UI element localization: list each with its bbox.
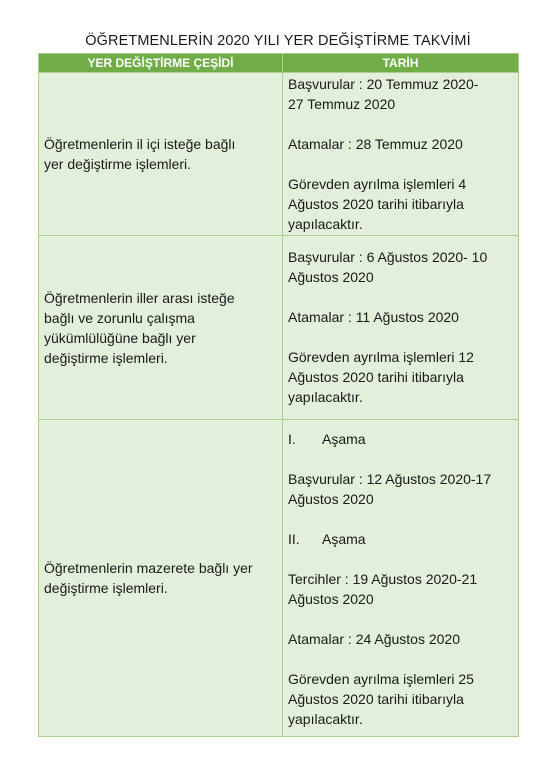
date-line: Görevden ayrılma işlemleri 25 — [288, 671, 474, 687]
date-line: Görevden ayrılma işlemleri 4 — [288, 176, 467, 192]
date-line: Başvurular : 20 Temmuz 2020- — [288, 76, 479, 92]
stage-number: I. — [288, 431, 296, 447]
type-line: değiştirme işlemleri. — [44, 580, 168, 596]
date-line: 27 Temmuz 2020 — [288, 96, 396, 112]
header-type: YER DEĞİŞTİRME ÇEŞİDİ — [39, 54, 283, 73]
table-row — [39, 236, 519, 420]
table-row — [39, 420, 519, 737]
date-cell — [283, 236, 519, 420]
date-line: yapılacaktır. — [288, 711, 363, 727]
stage-heading — [288, 429, 514, 449]
header-date: TARİH — [283, 54, 519, 73]
date-line: yapılacaktır. — [288, 216, 363, 232]
stage-label: Aşama — [322, 431, 366, 447]
date-line: Ağustos 2020 tarihi itibarıyla — [288, 196, 464, 212]
date-line: yapılacaktır. — [288, 389, 363, 405]
date-line: Başvurular : 6 Ağustos 2020- 10 — [288, 249, 488, 265]
date-line: Görevden ayrılma işlemleri 12 — [288, 349, 474, 365]
stage-heading — [288, 529, 514, 549]
date-line: Ağustos 2020 — [288, 491, 374, 507]
stage-label: Aşama — [322, 531, 366, 547]
date-line: Ağustos 2020 tarihi itibarıyla — [288, 369, 464, 385]
stage-number: II. — [288, 531, 300, 547]
page-title: ÖĞRETMENLERİN 2020 YILI YER DEĞİŞTİRME TAKVİMİ — [85, 33, 471, 49]
date-line: Atamalar : 24 Ağustos 2020 — [288, 631, 460, 647]
type-line: yükümlülüğüne bağlı yer — [44, 329, 196, 346]
type-line: yer değiştirme işlemleri. — [44, 156, 192, 172]
type-line: Öğretmenlerin mazerete bağlı yer — [44, 560, 253, 576]
type-cell — [39, 73, 283, 236]
date-line: Atamalar : 11 Ağustos 2020 — [288, 309, 459, 325]
schedule-table — [38, 53, 519, 737]
type-line: Öğretmenlerin iller arası isteğe — [44, 289, 235, 306]
date-line: Ağustos 2020 tarihi itibarıyla — [288, 691, 464, 707]
type-line: Öğretmenlerin il içi isteğe bağlı — [44, 136, 236, 152]
table-row — [39, 73, 519, 236]
type-line: değiştirme işlemleri. — [44, 349, 168, 366]
date-line: Ağustos 2020 — [288, 269, 374, 285]
date-cell — [283, 420, 519, 737]
date-line: Atamalar : 28 Temmuz 2020 — [288, 136, 463, 152]
date-line: Tercihler : 19 Ağustos 2020-21 — [288, 571, 478, 587]
type-line: bağlı ve zorunlu çalışma — [44, 309, 195, 326]
type-cell — [39, 236, 283, 420]
date-line: Ağustos 2020 — [288, 591, 374, 607]
date-cell — [283, 73, 519, 236]
type-cell — [39, 420, 283, 737]
table-header-row — [39, 54, 519, 73]
date-line: Başvurular : 12 Ağustos 2020-17 — [288, 471, 492, 487]
